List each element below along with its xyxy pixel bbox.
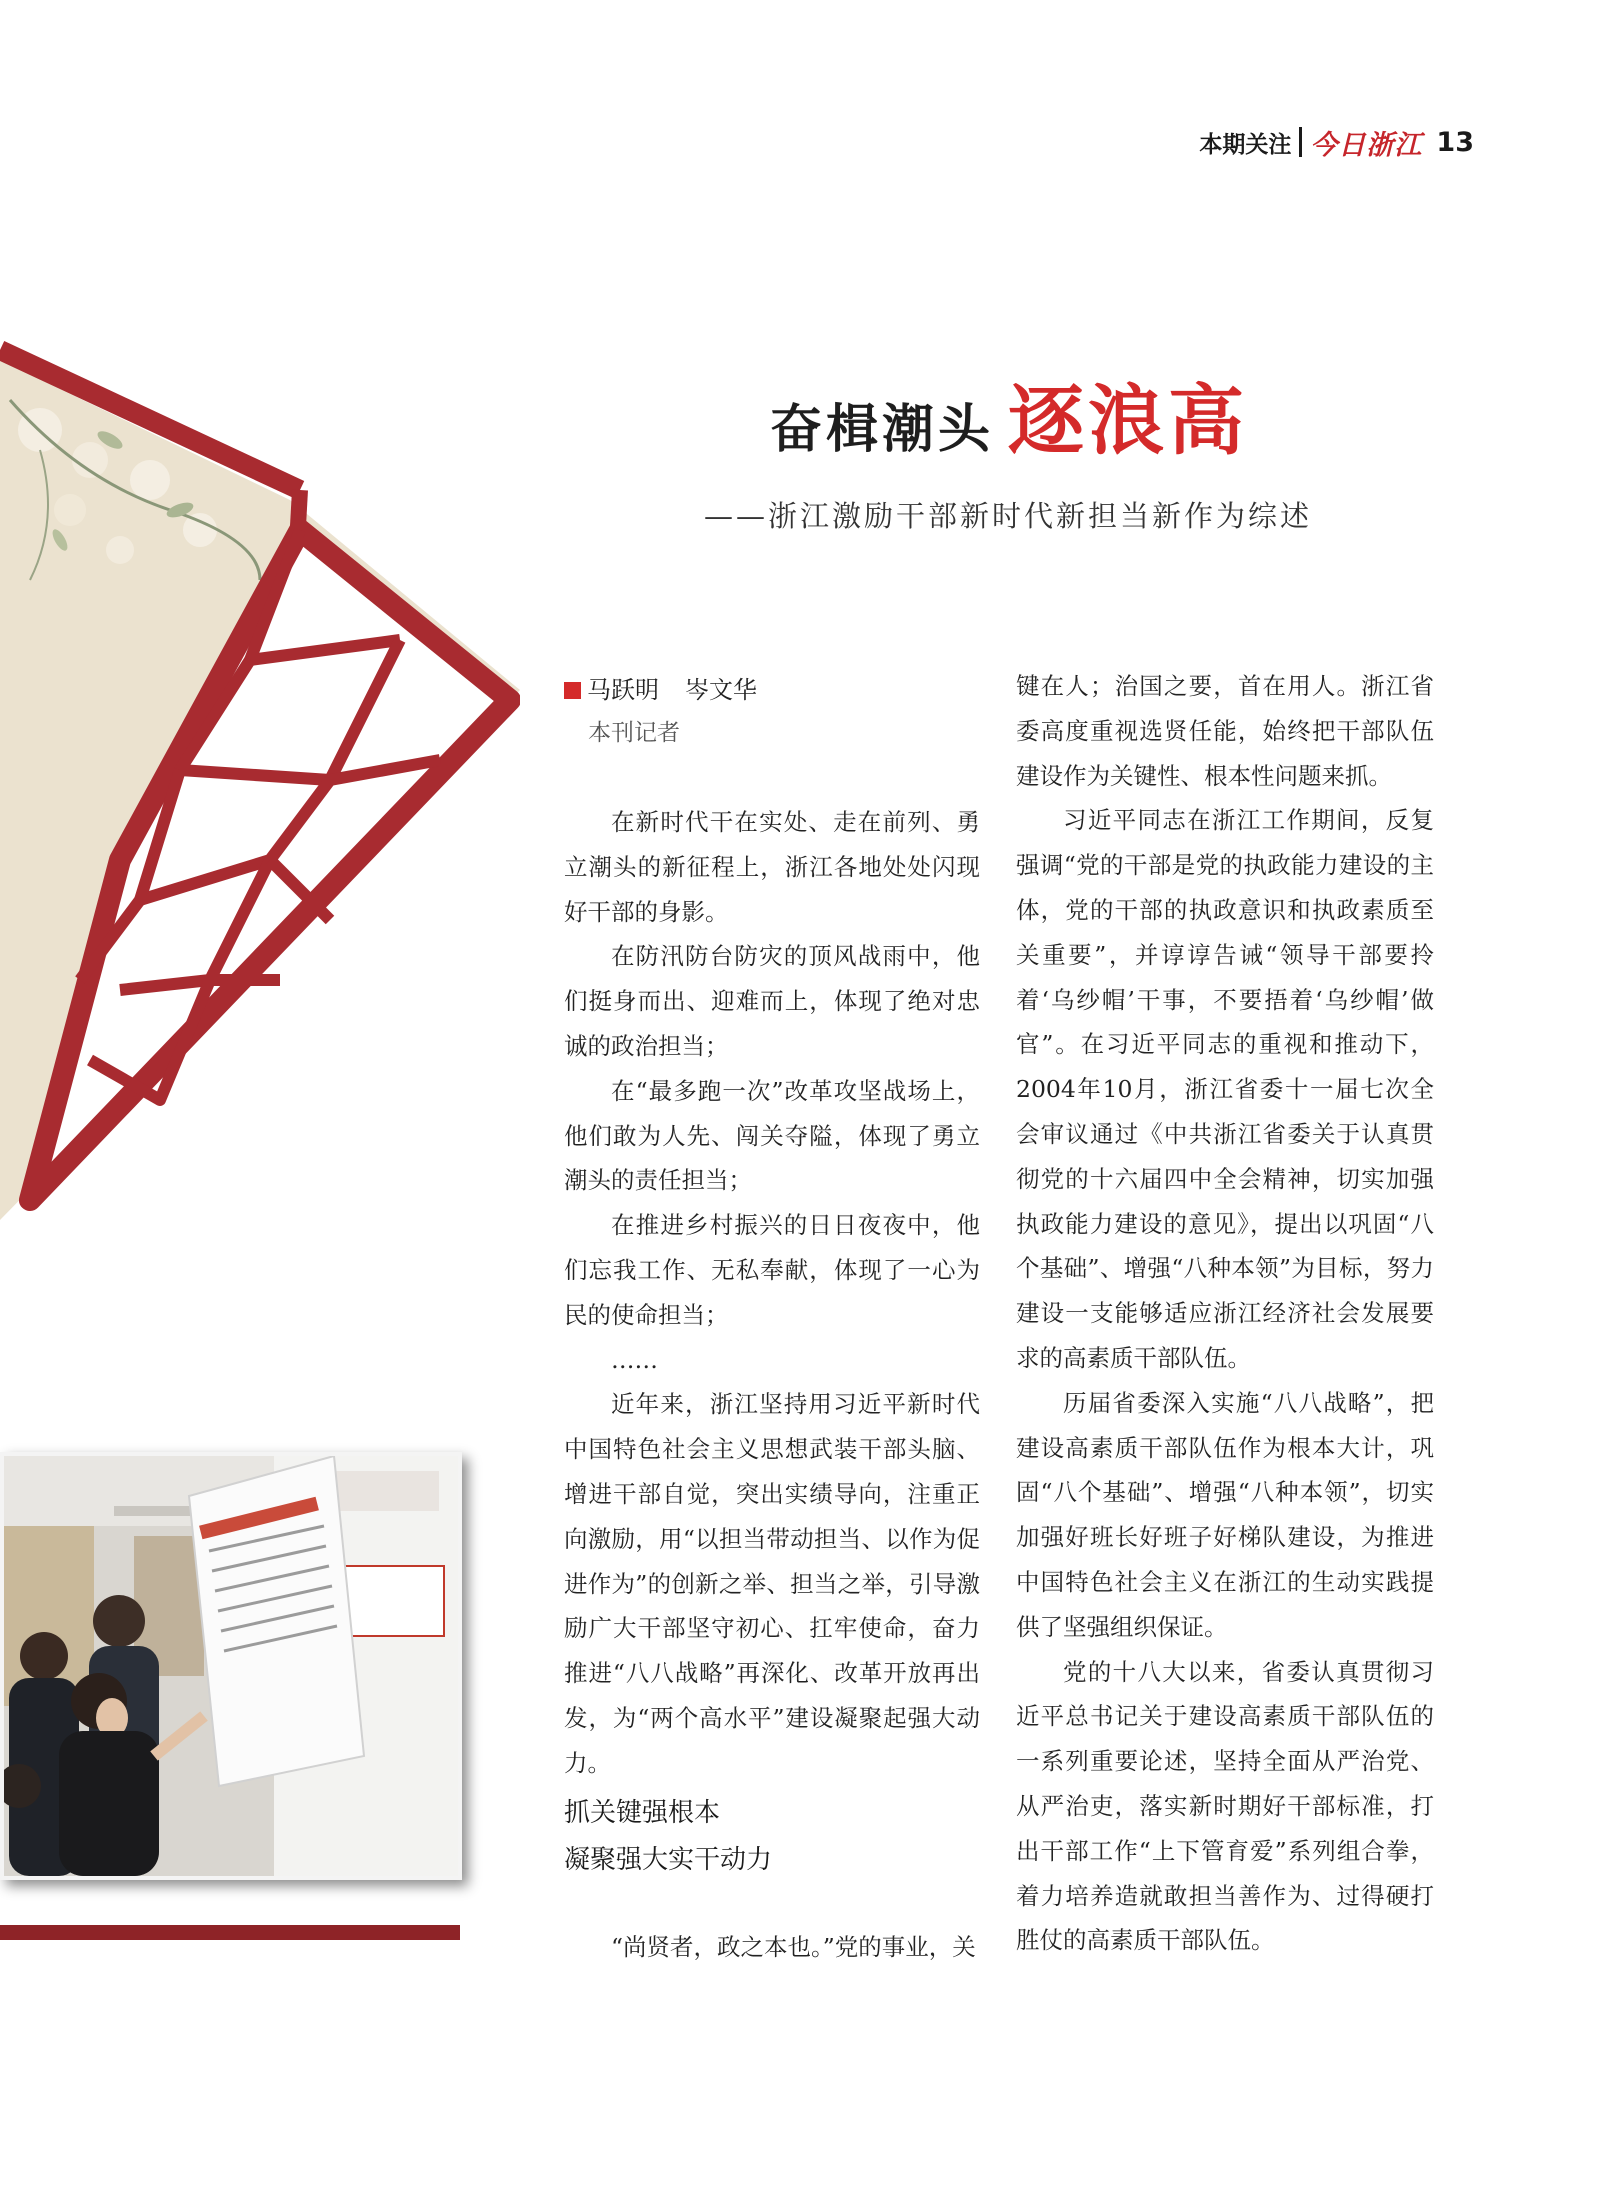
section-subheading [564,1790,772,1884]
decorative-red-bar [0,1925,460,1940]
photo-people-at-display-board [4,1456,458,1876]
paragraph: 近年来，浙江坚持用习近平新时代中国特色社会主义思想武装干部头脑、增进干部自觉，突出实绩导向，注重正向激励，用“以担当带动担当、以作为促进作为”的创新之举、担当之举，引导激励广大干部坚守初心、扛牢使命，奋力推进“八八战略”再深化、改革开放再出发，为“两个高水平”建设凝聚起强大动力。 [564,1390,980,1777]
article-title [770,360,1248,469]
author-1: 马跃明 [587,676,659,704]
subheading-line-1: 抓关键强根本 [564,1798,721,1828]
byline-marker-icon [564,682,581,699]
paragraph: 习近平同志在浙江工作期间，反复强调“党的干部是党的执政能力建设的主体，党的干部的执政意识和执政素质至关重要”，并谆谆告诫“领导干部要拎着‘乌纱帽’干事，不要捂着‘乌纱帽’做官”。在习近平同志的重视和推动下，2004年10月，浙江省委十一届七次全会审议通过《中共浙江省委关于认真贯彻党的十六届四中全会精神，切实加强执政能力建设的意见》，提出以巩固“八个基础”、增强“八种本领”为目标，努力建设一支能够适应浙江经济社会发展要求的高素质干部队伍。 [1016,806,1434,1372]
page-header [1199,124,1474,160]
header-divider [1299,127,1302,157]
author-2: 岑文华 [685,676,757,704]
title-part2: 逐浪高 [1008,376,1249,465]
article-photo [0,1452,462,1880]
paragraph: 在推进乡村振兴的日日夜夜中，他们忘我工作、无私奉献，体现了一心为民的使命担当； [564,1211,980,1329]
subheading-line-2: 凝聚强大实干动力 [564,1845,773,1875]
paragraph: 键在人；治国之要，首在用人。浙江省委高度重视选贤任能，始终把干部队伍建设作为关键性、根本性问题来抓。 [1016,672,1434,790]
author-role: 本刊记者 [588,720,680,746]
page-number: 13 [1436,126,1474,158]
body-column-1-end [564,1925,980,1970]
paragraph: “尚贤者，政之本也。”党的事业，关 [611,1933,976,1961]
decorative-fan-illustration [0,340,520,1240]
article-subtitle: ——浙江激励干部新时代新担当新作为综述 [704,499,1313,533]
byline [564,670,757,705]
body-column-1 [564,800,980,1786]
section-label: 本期关注 [1199,131,1292,158]
magazine-logo: 今日浙江 [1310,129,1423,161]
paragraph: 在新时代干在实处、走在前列、勇立潮头的新征程上，浙江各地处处闪现好干部的身影。 [564,808,980,926]
paragraph: 在防汛防台防灾的顶风战雨中，他们挺身而出、迎难而上，体现了绝对忠诚的政治担当； [564,942,980,1060]
paragraph: 历届省委深入实施“八八战略”，把建设高素质干部队伍作为根本大计，巩固“八个基础”、增强“八种本领”，切实加强好班长好班子好梯队建设，为推进中国特色社会主义在浙江的生动实践提供了坚强组织保证。 [1016,1388,1434,1641]
title-part1: 奋楫潮头 [770,399,995,460]
paragraph: 在“最多跑一次”改革攻坚战场上，他们敢为人先、闯关夺隘，体现了勇立潮头的责任担当； [564,1076,980,1195]
paragraph: …… [611,1345,658,1374]
body-column-2 [1016,664,1434,1963]
paragraph: 党的十八大以来，省委认真贯彻习近平总书记关于建设高素质干部队伍的一系列重要论述，坚持全面从严治党、从严治吏，落实新时期好干部标准，打出干部工作“上下管育爱”系列组合拳，着力培养造就敢担当善作为、过得硬打胜仗的高素质干部队伍。 [1016,1657,1434,1955]
